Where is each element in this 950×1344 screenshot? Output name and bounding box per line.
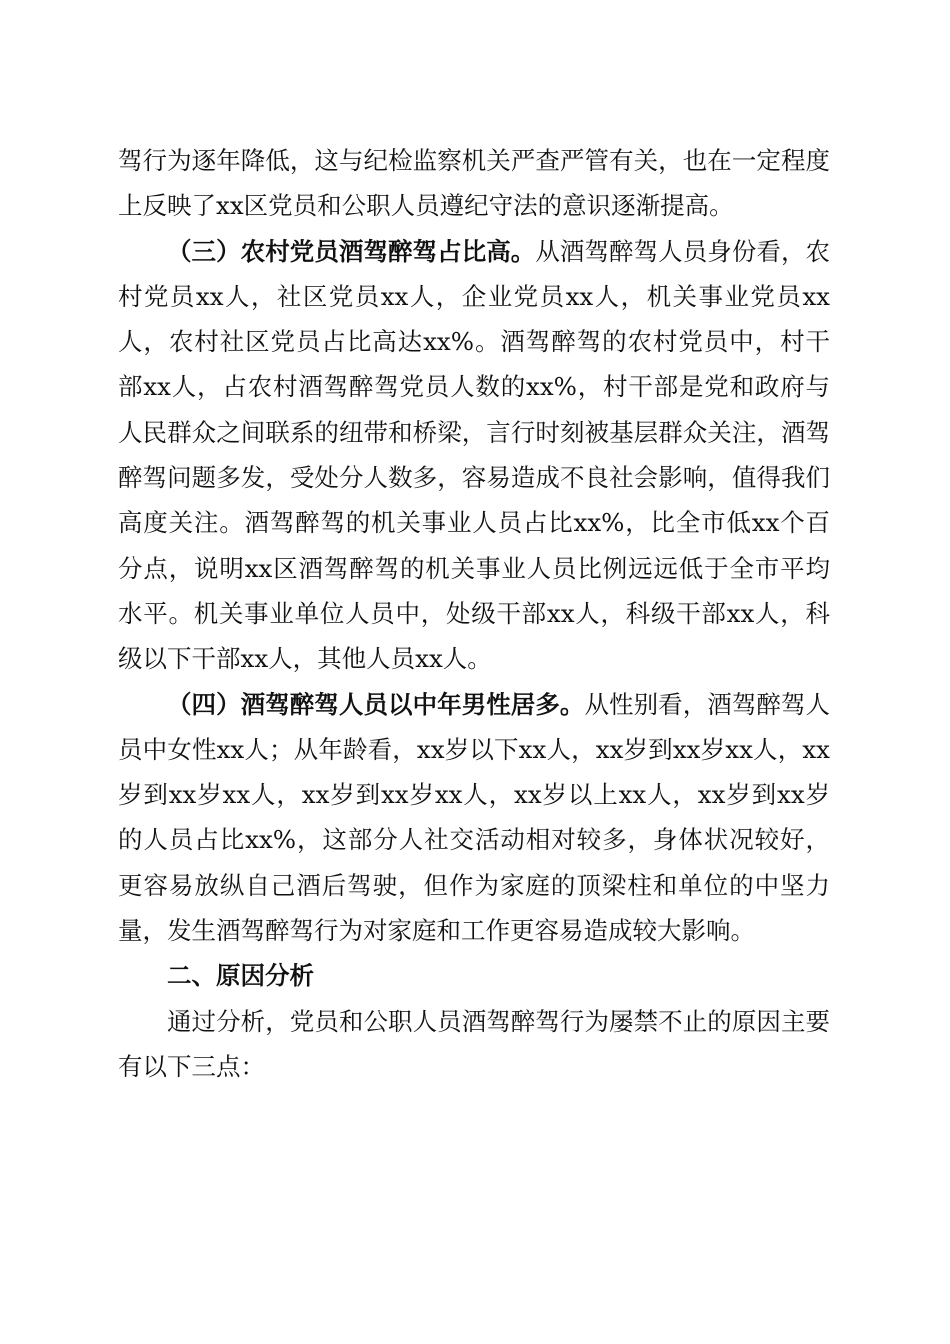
paragraph-rural-members — [118, 229, 830, 682]
paragraph-continuation: 驾行为逐年降低，这与纪检监察机关严查严管有关，也在一定程度上反映了xx区党员和公职人员遵纪守法的意识逐渐提高。 — [118, 146, 830, 221]
paragraph-rural-members-body: 从酒驾醉驾人员身份看，农村党员xx人，社区党员xx人，企业党员xx人，机关事业党员xx人，农村社区党员占比高达xx%。酒驾醉驾的农村党员中，村干部xx人，占农村酒驾醉驾党员人数的xx%，村干部是党和政府与人民群众之间联系的纽带和桥梁，言行时刻被基层群众关注，酒驾醉驾问题多发，受处分人数多，容易造成不良社会影响，值得我们高度关注。酒驾醉驾的机关事业人员占比xx%，比全市低xx个百分点，说明xx区酒驾醉驾的机关事业人员比例远远低于全市平均水平。机关事业单位人员中，处级干部xx人，科级干部xx人，科级以下干部xx人，其他人员xx人。 — [118, 236, 831, 674]
subheading-middle-aged-men: （四）酒驾醉驾人员以中年男性居多。 — [167, 689, 585, 719]
subheading-rural-members: （三）农村党员酒驾醉驾占比高。 — [167, 236, 536, 266]
paragraph-middle-aged-men-body: 从性别看，酒驾醉驾人员中女性xx人；从年龄看，xx岁以下xx人，xx岁到xx岁xx人，xx岁到xx岁xx人，xx岁到xx岁xx人，xx岁以上xx人，xx岁到xx岁的人员占比xx%，这部分人社交活动相对较多，身体状况较好，更容易放纵自己酒后驾驶，但作为家庭的顶梁柱和单位的中坚力量，发生酒驾醉驾行为对家庭和工作更容易造成较大影响。 — [118, 689, 831, 946]
paragraph-cause-intro: 通过分析，党员和公职人员酒驾醉驾行为屡禁不止的原因主要有以下三点： — [118, 1006, 830, 1081]
paragraph-middle-aged-men — [118, 682, 830, 954]
section-heading-cause-analysis: 二、原因分析 — [167, 961, 314, 991]
document-page — [118, 138, 830, 1089]
